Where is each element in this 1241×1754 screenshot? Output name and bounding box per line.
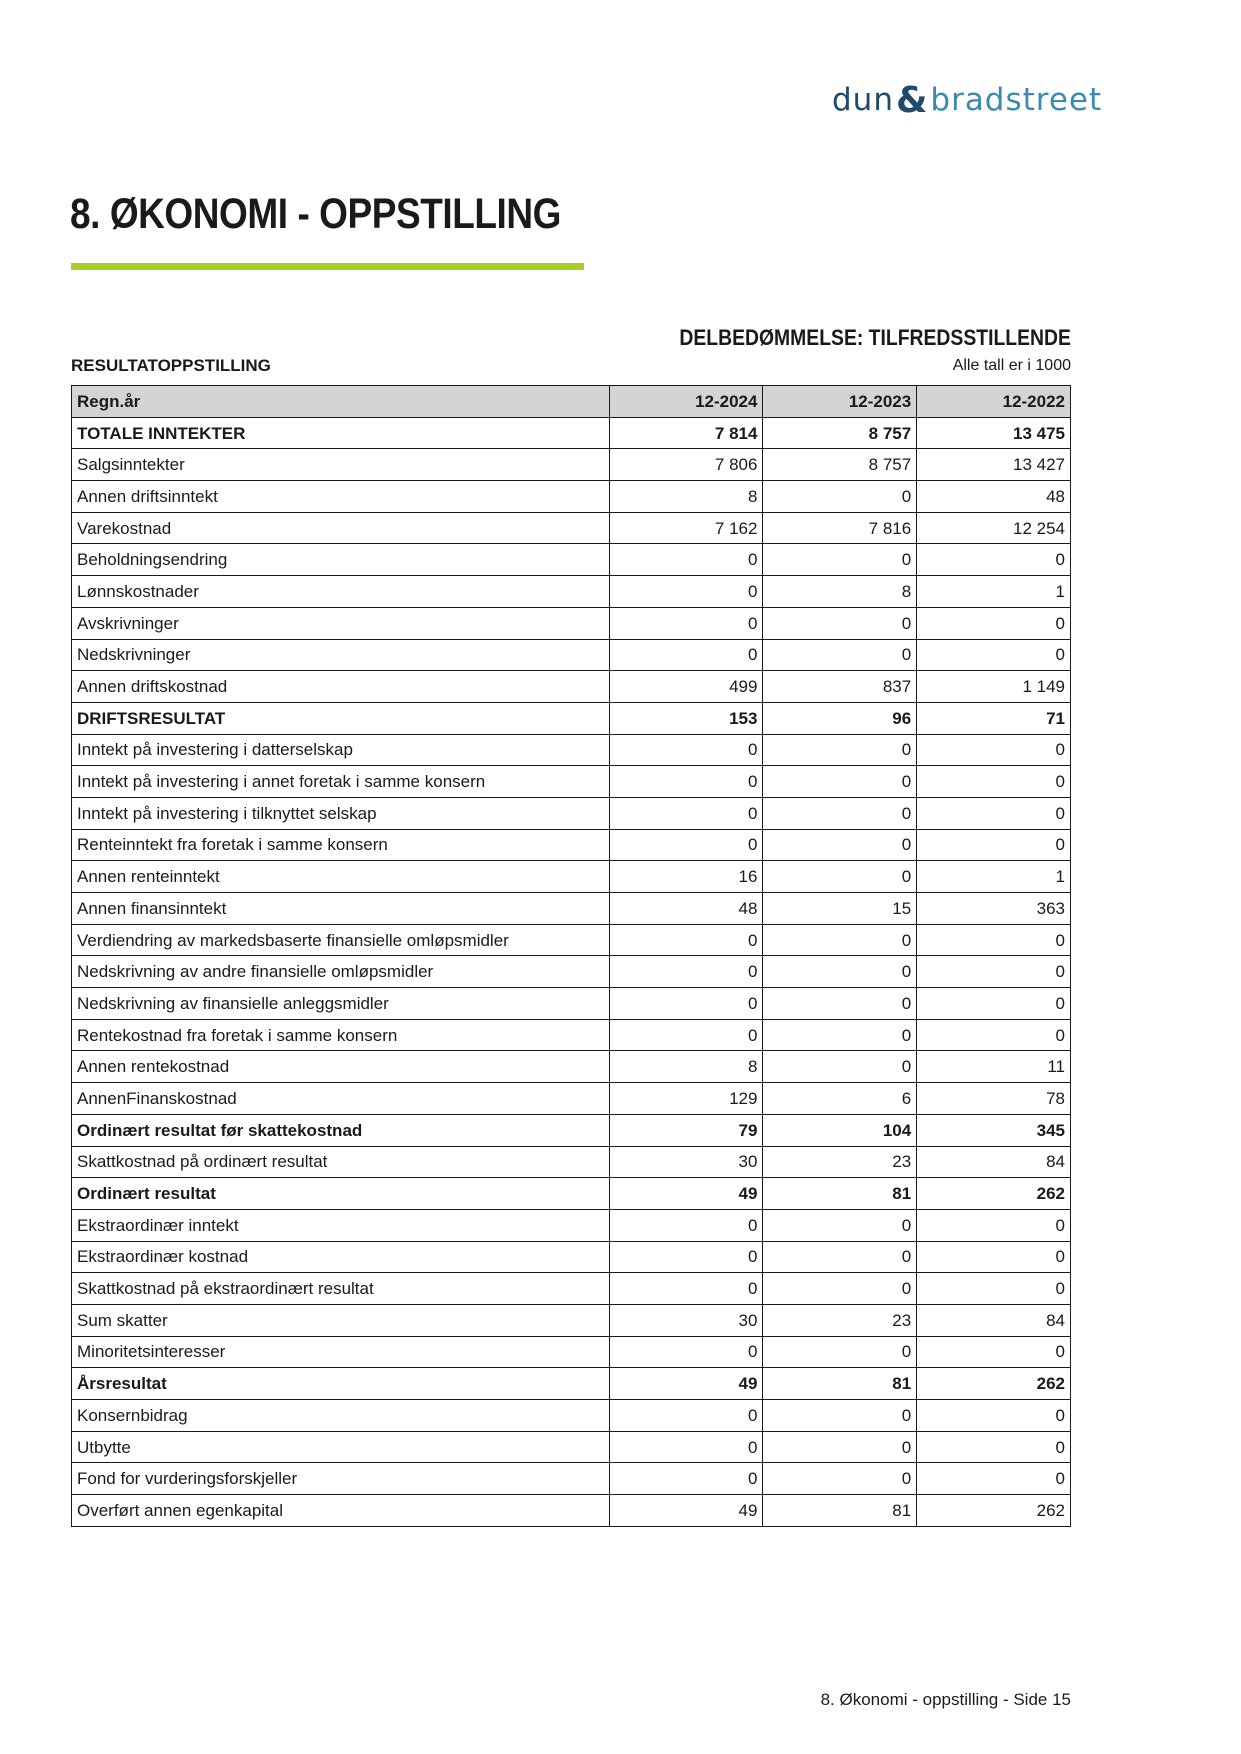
row-label: Minoritetsinteresser bbox=[72, 1336, 610, 1368]
row-value: 0 bbox=[609, 734, 763, 766]
row-value: 0 bbox=[609, 924, 763, 956]
table-body bbox=[72, 417, 1071, 1526]
row-value: 0 bbox=[917, 734, 1071, 766]
row-value: 30 bbox=[609, 1304, 763, 1336]
row-label: Ekstraordinær kostnad bbox=[72, 1241, 610, 1273]
row-label: Skattkostnad på ekstraordinært resultat bbox=[72, 1273, 610, 1305]
row-value: 0 bbox=[763, 1019, 917, 1051]
income-statement-table bbox=[71, 385, 1071, 1527]
row-value: 1 bbox=[917, 861, 1071, 893]
row-label: Annen driftsinntekt bbox=[72, 481, 610, 513]
row-value: 1 bbox=[917, 576, 1071, 608]
row-value: 0 bbox=[763, 734, 917, 766]
row-label: Annen rentekostnad bbox=[72, 1051, 610, 1083]
row-value: 104 bbox=[763, 1114, 917, 1146]
logo-ampersand-icon: & bbox=[895, 79, 929, 121]
row-label: Salgsinntekter bbox=[72, 449, 610, 481]
row-label: Sum skatter bbox=[72, 1304, 610, 1336]
row-value: 0 bbox=[609, 1431, 763, 1463]
row-value: 96 bbox=[763, 702, 917, 734]
row-value: 0 bbox=[763, 481, 917, 513]
row-value: 153 bbox=[609, 702, 763, 734]
row-value: 7 816 bbox=[763, 512, 917, 544]
table-row bbox=[72, 956, 1071, 988]
table-row bbox=[72, 1368, 1071, 1400]
row-value: 49 bbox=[609, 1495, 763, 1527]
row-label: Ordinært resultat før skattekostnad bbox=[72, 1114, 610, 1146]
table-row bbox=[72, 1178, 1071, 1210]
row-value: 0 bbox=[763, 544, 917, 576]
table-header-row bbox=[72, 386, 1071, 418]
row-value: 0 bbox=[917, 797, 1071, 829]
row-value: 0 bbox=[917, 766, 1071, 798]
row-value: 13 427 bbox=[917, 449, 1071, 481]
row-value: 345 bbox=[917, 1114, 1071, 1146]
row-value: 8 bbox=[609, 1051, 763, 1083]
row-label: Nedskrivning av finansielle anleggsmidler bbox=[72, 988, 610, 1020]
column-header-2024: 12-2024 bbox=[609, 386, 763, 418]
row-value: 78 bbox=[917, 1083, 1071, 1115]
row-value: 7 806 bbox=[609, 449, 763, 481]
row-value: 0 bbox=[609, 639, 763, 671]
row-value: 0 bbox=[609, 544, 763, 576]
row-value: 0 bbox=[917, 1463, 1071, 1495]
row-value: 0 bbox=[763, 1273, 917, 1305]
row-value: 0 bbox=[763, 1209, 917, 1241]
row-label: Nedskrivninger bbox=[72, 639, 610, 671]
row-value: 0 bbox=[609, 1209, 763, 1241]
row-label: Inntekt på investering i datterselskap bbox=[72, 734, 610, 766]
row-value: 0 bbox=[763, 607, 917, 639]
table-row bbox=[72, 544, 1071, 576]
row-label: DRIFTSRESULTAT bbox=[72, 702, 610, 734]
row-label: Konsernbidrag bbox=[72, 1400, 610, 1432]
row-value: 48 bbox=[917, 481, 1071, 513]
table-row bbox=[72, 924, 1071, 956]
row-value: 837 bbox=[763, 671, 917, 703]
row-label: Skattkostnad på ordinært resultat bbox=[72, 1146, 610, 1178]
row-value: 0 bbox=[763, 829, 917, 861]
logo-text-dun: dun bbox=[832, 82, 894, 118]
row-value: 13 475 bbox=[917, 417, 1071, 449]
row-value: 81 bbox=[763, 1178, 917, 1210]
row-value: 15 bbox=[763, 893, 917, 925]
table-row bbox=[72, 702, 1071, 734]
row-value: 49 bbox=[609, 1178, 763, 1210]
row-value: 7 162 bbox=[609, 512, 763, 544]
row-label: Renteinntekt fra foretak i samme konsern bbox=[72, 829, 610, 861]
row-label: Avskrivninger bbox=[72, 607, 610, 639]
table-row bbox=[72, 481, 1071, 513]
row-value: 8 757 bbox=[763, 417, 917, 449]
row-value: 49 bbox=[609, 1368, 763, 1400]
page-footer: 8. Økonomi - oppstilling - Side 15 bbox=[820, 1690, 1071, 1709]
row-value: 0 bbox=[763, 797, 917, 829]
row-value: 0 bbox=[763, 1051, 917, 1083]
row-value: 0 bbox=[763, 861, 917, 893]
row-value: 79 bbox=[609, 1114, 763, 1146]
row-value: 0 bbox=[917, 1019, 1071, 1051]
row-label: Utbytte bbox=[72, 1431, 610, 1463]
row-label: Rentekostnad fra foretak i samme konsern bbox=[72, 1019, 610, 1051]
row-value: 129 bbox=[609, 1083, 763, 1115]
table-row bbox=[72, 1463, 1071, 1495]
row-label: Nedskrivning av andre finansielle omløpsmidler bbox=[72, 956, 610, 988]
row-value: 0 bbox=[917, 829, 1071, 861]
row-value: 0 bbox=[917, 924, 1071, 956]
row-value: 0 bbox=[609, 1400, 763, 1432]
table-row bbox=[72, 1273, 1071, 1305]
row-value: 48 bbox=[609, 893, 763, 925]
row-value: 262 bbox=[917, 1495, 1071, 1527]
row-value: 0 bbox=[917, 639, 1071, 671]
row-value: 0 bbox=[763, 956, 917, 988]
row-value: 0 bbox=[763, 924, 917, 956]
row-value: 7 814 bbox=[609, 417, 763, 449]
row-value: 0 bbox=[609, 607, 763, 639]
table-row bbox=[72, 1209, 1071, 1241]
title-underline bbox=[71, 263, 584, 270]
row-value: 0 bbox=[917, 1400, 1071, 1432]
row-value: 0 bbox=[763, 766, 917, 798]
row-label: TOTALE INNTEKTER bbox=[72, 417, 610, 449]
row-value: 0 bbox=[763, 1431, 917, 1463]
row-value: 23 bbox=[763, 1146, 917, 1178]
row-value: 23 bbox=[763, 1304, 917, 1336]
row-label: Beholdningsendring bbox=[72, 544, 610, 576]
row-value: 0 bbox=[763, 639, 917, 671]
table-row bbox=[72, 1051, 1071, 1083]
row-label: Annen driftskostnad bbox=[72, 671, 610, 703]
row-value: 0 bbox=[917, 1241, 1071, 1273]
row-value: 1 149 bbox=[917, 671, 1071, 703]
page-title: 8. ØKONOMI - OPPSTILLING bbox=[70, 190, 561, 238]
row-value: 0 bbox=[917, 1209, 1071, 1241]
row-value: 0 bbox=[609, 956, 763, 988]
row-label: Inntekt på investering i tilknyttet selskap bbox=[72, 797, 610, 829]
table-row bbox=[72, 988, 1071, 1020]
section-label: RESULTATOPPSTILLING bbox=[71, 356, 271, 375]
table-row bbox=[72, 607, 1071, 639]
table-row bbox=[72, 671, 1071, 703]
row-label: Annen renteinntekt bbox=[72, 861, 610, 893]
table-row bbox=[72, 1241, 1071, 1273]
row-label: Verdiendring av markedsbaserte finansielle omløpsmidler bbox=[72, 924, 610, 956]
row-value: 262 bbox=[917, 1178, 1071, 1210]
row-value: 0 bbox=[609, 1273, 763, 1305]
row-label: Lønnskostnader bbox=[72, 576, 610, 608]
table-row bbox=[72, 1083, 1071, 1115]
table-row bbox=[72, 1336, 1071, 1368]
table-row bbox=[72, 449, 1071, 481]
row-label: Ordinært resultat bbox=[72, 1178, 610, 1210]
column-header-2022: 12-2022 bbox=[917, 386, 1071, 418]
row-label: Fond for vurderingsforskjeller bbox=[72, 1463, 610, 1495]
row-value: 0 bbox=[609, 1019, 763, 1051]
row-value: 8 bbox=[609, 481, 763, 513]
row-value: 0 bbox=[763, 988, 917, 1020]
table-row bbox=[72, 639, 1071, 671]
row-value: 0 bbox=[917, 956, 1071, 988]
sub-rating-heading: DELBEDØMMELSE: TILFREDSSTILLENDE bbox=[679, 325, 1071, 350]
row-value: 16 bbox=[609, 861, 763, 893]
row-label: Varekostnad bbox=[72, 512, 610, 544]
row-value: 12 254 bbox=[917, 512, 1071, 544]
row-value: 0 bbox=[917, 1431, 1071, 1463]
table-row bbox=[72, 1400, 1071, 1432]
row-value: 0 bbox=[609, 576, 763, 608]
row-label: Årsresultat bbox=[72, 1368, 610, 1400]
table-row bbox=[72, 417, 1071, 449]
table-row bbox=[72, 829, 1071, 861]
row-value: 0 bbox=[609, 797, 763, 829]
row-value: 0 bbox=[763, 1241, 917, 1273]
row-value: 0 bbox=[917, 1273, 1071, 1305]
table-row bbox=[72, 861, 1071, 893]
column-header-year: Regn.år bbox=[72, 386, 610, 418]
row-label: Annen finansinntekt bbox=[72, 893, 610, 925]
row-value: 0 bbox=[917, 607, 1071, 639]
row-value: 81 bbox=[763, 1495, 917, 1527]
row-value: 0 bbox=[609, 1336, 763, 1368]
row-label: Overført annen egenkapital bbox=[72, 1495, 610, 1527]
row-label: Ekstraordinær inntekt bbox=[72, 1209, 610, 1241]
column-header-2023: 12-2023 bbox=[763, 386, 917, 418]
row-label: Inntekt på investering i annet foretak i samme konsern bbox=[72, 766, 610, 798]
row-value: 8 757 bbox=[763, 449, 917, 481]
table-row bbox=[72, 1114, 1071, 1146]
row-value: 0 bbox=[917, 988, 1071, 1020]
row-value: 0 bbox=[763, 1463, 917, 1495]
row-value: 81 bbox=[763, 1368, 917, 1400]
row-value: 262 bbox=[917, 1368, 1071, 1400]
table-row bbox=[72, 576, 1071, 608]
dun-bradstreet-logo bbox=[832, 78, 1102, 122]
row-value: 8 bbox=[763, 576, 917, 608]
row-value: 0 bbox=[609, 766, 763, 798]
row-value: 0 bbox=[609, 1241, 763, 1273]
table-row bbox=[72, 734, 1071, 766]
row-value: 0 bbox=[609, 829, 763, 861]
row-value: 0 bbox=[917, 1336, 1071, 1368]
row-value: 84 bbox=[917, 1146, 1071, 1178]
table-row bbox=[72, 1431, 1071, 1463]
row-value: 0 bbox=[917, 544, 1071, 576]
table-row bbox=[72, 766, 1071, 798]
table-row bbox=[72, 1146, 1071, 1178]
row-value: 0 bbox=[763, 1400, 917, 1432]
table-row bbox=[72, 1495, 1071, 1527]
row-value: 30 bbox=[609, 1146, 763, 1178]
row-value: 363 bbox=[917, 893, 1071, 925]
row-value: 499 bbox=[609, 671, 763, 703]
row-value: 71 bbox=[917, 702, 1071, 734]
table-row bbox=[72, 893, 1071, 925]
logo-text-bradstreet: bradstreet bbox=[930, 82, 1103, 118]
table-row bbox=[72, 1019, 1071, 1051]
table-row bbox=[72, 512, 1071, 544]
row-label: AnnenFinanskostnad bbox=[72, 1083, 610, 1115]
row-value: 11 bbox=[917, 1051, 1071, 1083]
units-note: Alle tall er i 1000 bbox=[952, 357, 1071, 374]
row-value: 6 bbox=[763, 1083, 917, 1115]
row-value: 0 bbox=[609, 1463, 763, 1495]
row-value: 0 bbox=[763, 1336, 917, 1368]
row-value: 0 bbox=[609, 988, 763, 1020]
table-row bbox=[72, 1304, 1071, 1336]
row-value: 84 bbox=[917, 1304, 1071, 1336]
table-row bbox=[72, 797, 1071, 829]
